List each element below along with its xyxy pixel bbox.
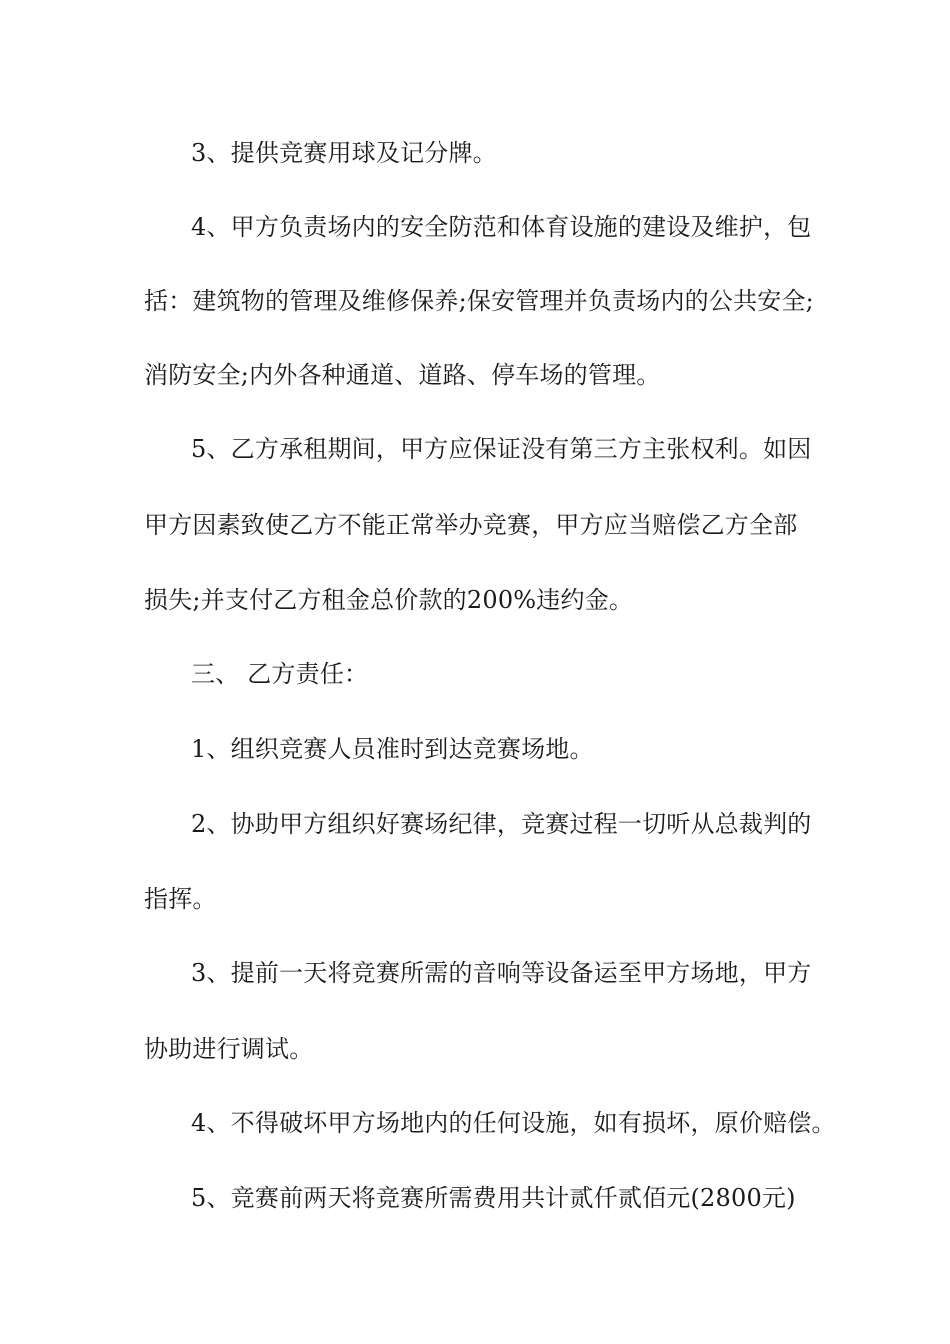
paragraph-b-item-1: 1、组织竞赛人员准时到达竞赛场地。 [191,735,594,763]
paragraph-b-item-2-line2: 指挥。 [144,885,217,913]
paragraph-item-4-safety-line2: 括：建筑物的管理及维修保养;保安管理并负责场内的公共安全; [144,287,814,315]
paragraph-item-5-rights-line1: 5、乙方承租期间，甲方应保证没有第三方主张权利。如因 [191,435,812,463]
paragraph-item-4-safety-line1: 4、甲方负责场内的安全防范和体育设施的建设及维护，包 [191,213,812,241]
paragraph-item-5-rights-line2: 甲方因素致使乙方不能正常举办竞赛，甲方应当赔偿乙方全部 [144,511,798,539]
paragraph-b-item-5: 5、竞赛前两天将竞赛所需费用共计贰仟贰佰元(2800元) [191,1184,796,1212]
section-heading-party-b-responsibility: 三、 乙方责任： [191,660,369,688]
paragraph-item-3-provide-balls: 3、提供竞赛用球及记分牌。 [191,139,497,167]
paragraph-b-item-3-line2: 协助进行调试。 [144,1035,314,1063]
paragraph-item-4-safety-line3: 消防安全;内外各种通道、道路、停车场的管理。 [144,361,661,389]
paragraph-b-item-2-line1: 2、协助甲方组织好赛场纪律，竞赛过程一切听从总裁判的 [191,810,812,838]
paragraph-b-item-4: 4、不得破坏甲方场地内的任何设施，如有损坏，原价赔偿。 [191,1109,836,1137]
paragraph-item-5-rights-line3: 损失;并支付乙方租金总价款的200%违约金。 [144,586,634,614]
paragraph-b-item-3-line1: 3、提前一天将竞赛所需的音响等设备运至甲方场地，甲方 [191,959,812,987]
